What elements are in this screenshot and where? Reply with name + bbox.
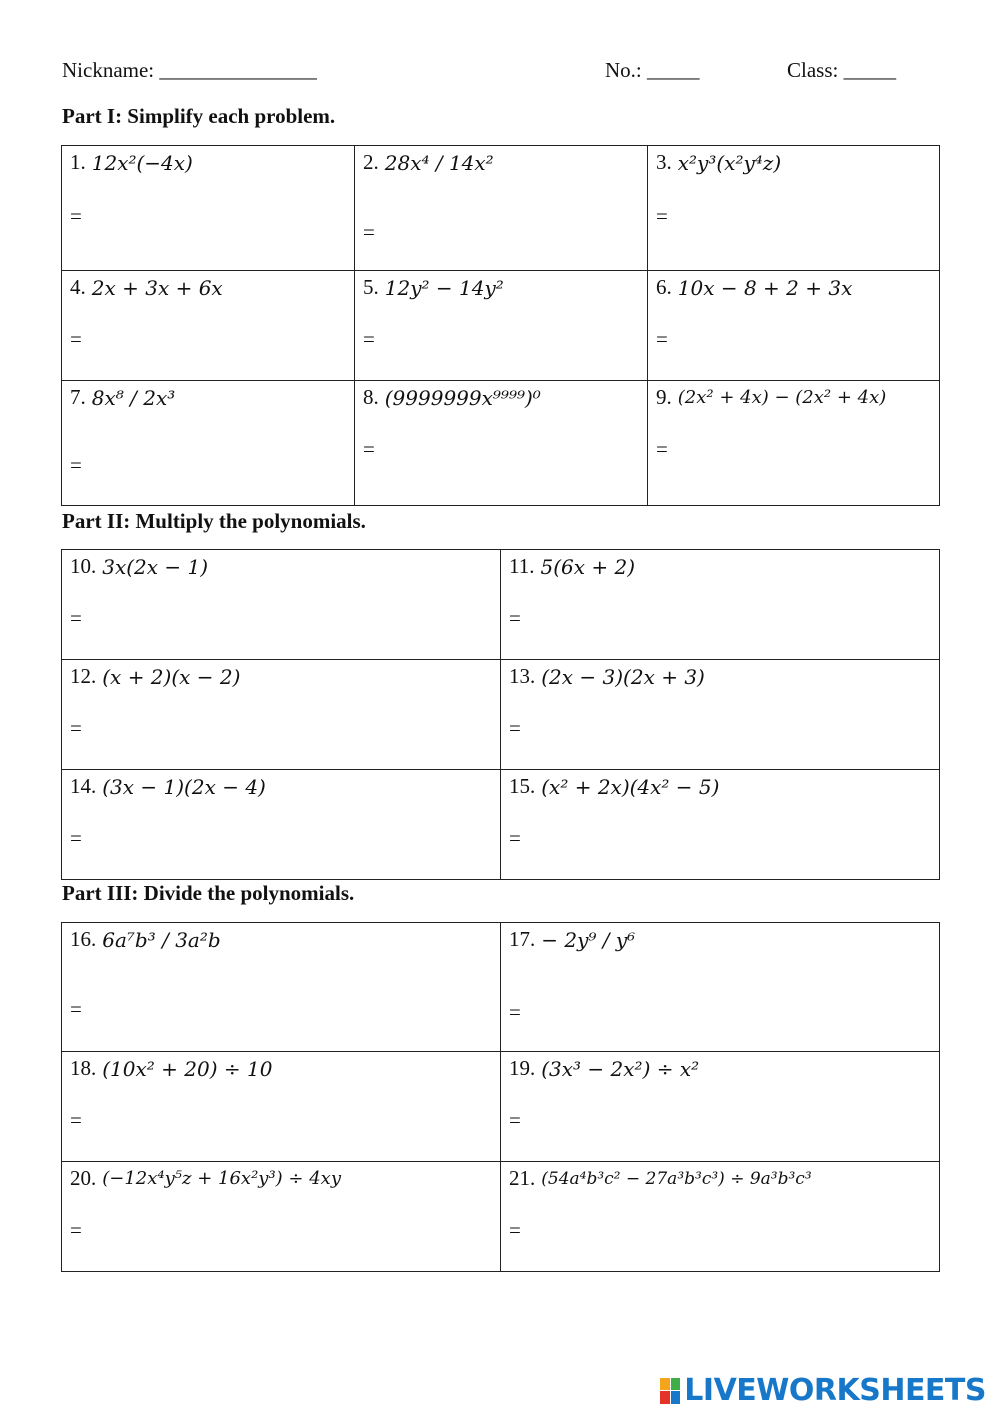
answer-blank[interactable]: = bbox=[509, 1218, 521, 1242]
problem-number: 2. bbox=[363, 150, 379, 174]
answer-blank[interactable]: = bbox=[509, 826, 521, 850]
problem-6-expression: 10x − 8 + 2 + 3x bbox=[677, 275, 853, 300]
problem-18-cell bbox=[62, 1052, 501, 1162]
problem-5-expression: 12y² − 14y² bbox=[384, 275, 504, 300]
answer-blank[interactable]: = bbox=[70, 1108, 82, 1132]
problem-number: 11. bbox=[509, 554, 535, 578]
problem-18-expression: (10x² + 20) ÷ 10 bbox=[102, 1056, 273, 1081]
part-2-title: Part II: Multiply the polynomials. bbox=[62, 509, 366, 533]
answer-blank[interactable]: = bbox=[70, 1218, 82, 1242]
answer-blank[interactable]: = bbox=[70, 453, 82, 477]
problem-1-cell bbox=[62, 146, 355, 271]
problem-20-expression: (−12x⁴y⁵z + 16x²y³) ÷ 4xy bbox=[102, 1168, 341, 1189]
class-field[interactable]: Class: _____ bbox=[787, 58, 897, 82]
problem-1-expression: 12x²(−4x) bbox=[91, 150, 193, 175]
problem-9-expression: (2x² + 4x) − (2x² + 4x) bbox=[677, 387, 887, 408]
problem-6-cell bbox=[648, 271, 940, 381]
problem-number: 5. bbox=[363, 275, 379, 299]
problem-4-cell bbox=[62, 271, 355, 381]
problem-4-expression: 2x + 3x + 6x bbox=[91, 275, 223, 300]
problem-16-cell bbox=[62, 923, 501, 1052]
problem-10-cell bbox=[62, 550, 501, 660]
student-number-field[interactable]: No.: _____ bbox=[605, 58, 700, 82]
answer-blank[interactable]: = bbox=[656, 204, 668, 228]
problem-15-cell bbox=[501, 770, 940, 880]
problem-number: 13. bbox=[509, 664, 536, 688]
problem-number: 7. bbox=[70, 385, 86, 409]
answer-blank[interactable]: = bbox=[509, 716, 521, 740]
problem-15-expression: (x² + 2x)(4x² − 5) bbox=[541, 774, 720, 799]
problem-number: 21. bbox=[509, 1166, 536, 1190]
problem-3-cell bbox=[648, 146, 940, 271]
problem-12-cell bbox=[62, 660, 501, 770]
problem-number: 6. bbox=[656, 275, 672, 299]
problem-number: 1. bbox=[70, 150, 86, 174]
problem-13-expression: (2x − 3)(2x + 3) bbox=[541, 664, 705, 689]
problem-13-cell bbox=[501, 660, 940, 770]
problem-17-expression: − 2y⁹ / y⁶ bbox=[541, 927, 636, 952]
problem-number: 3. bbox=[656, 150, 672, 174]
answer-blank[interactable]: = bbox=[656, 327, 668, 351]
answer-blank[interactable]: = bbox=[509, 1000, 521, 1024]
problem-number: 10. bbox=[70, 554, 97, 578]
problem-9-cell bbox=[648, 381, 940, 506]
problem-19-expression: (3x³ − 2x²) ÷ x² bbox=[541, 1056, 700, 1081]
problem-3-expression: x²y³(x²y⁴z) bbox=[677, 150, 782, 175]
problem-number: 14. bbox=[70, 774, 97, 798]
answer-blank[interactable]: = bbox=[363, 327, 375, 351]
answer-blank[interactable]: = bbox=[656, 437, 668, 461]
problem-21-cell bbox=[501, 1162, 940, 1272]
problem-number: 19. bbox=[509, 1056, 536, 1080]
problem-number: 18. bbox=[70, 1056, 97, 1080]
part-2-table bbox=[61, 549, 940, 880]
liveworksheets-logo-icon bbox=[660, 1378, 680, 1404]
problem-19-cell bbox=[501, 1052, 940, 1162]
problem-8-cell bbox=[355, 381, 648, 506]
part-3-table bbox=[61, 922, 940, 1272]
liveworksheets-logo bbox=[660, 1373, 986, 1408]
answer-blank[interactable]: = bbox=[70, 997, 82, 1021]
answer-blank[interactable]: = bbox=[70, 606, 82, 630]
problem-number: 15. bbox=[509, 774, 536, 798]
answer-blank[interactable]: = bbox=[70, 204, 82, 228]
liveworksheets-logo-text: LIVEWORKSHEETS bbox=[684, 1373, 986, 1408]
problem-11-cell bbox=[501, 550, 940, 660]
part-1-title: Part I: Simplify each problem. bbox=[62, 104, 336, 128]
problem-10-expression: 3x(2x − 1) bbox=[102, 554, 209, 579]
nickname-field[interactable]: Nickname: _______________ bbox=[62, 58, 317, 82]
problem-number: 9. bbox=[656, 385, 672, 409]
problem-2-cell bbox=[355, 146, 648, 271]
problem-number: 4. bbox=[70, 275, 86, 299]
answer-blank[interactable]: = bbox=[363, 220, 375, 244]
problem-8-expression: (9999999x⁹⁹⁹⁹)⁰ bbox=[384, 385, 541, 410]
answer-blank[interactable]: = bbox=[70, 327, 82, 351]
answer-blank[interactable]: = bbox=[509, 1108, 521, 1132]
problem-number: 20. bbox=[70, 1166, 97, 1190]
problem-number: 17. bbox=[509, 927, 536, 951]
problem-7-cell bbox=[62, 381, 355, 506]
problem-11-expression: 5(6x + 2) bbox=[540, 554, 636, 579]
answer-blank[interactable]: = bbox=[363, 437, 375, 461]
answer-blank[interactable]: = bbox=[70, 826, 82, 850]
problem-14-cell bbox=[62, 770, 501, 880]
answer-blank[interactable]: = bbox=[70, 716, 82, 740]
problem-16-expression: 6a⁷b³ / 3a²b bbox=[102, 927, 221, 952]
problem-7-expression: 8x⁸ / 2x³ bbox=[91, 385, 176, 410]
problem-12-expression: (x + 2)(x − 2) bbox=[102, 664, 241, 689]
problem-14-expression: (3x − 1)(2x − 4) bbox=[102, 774, 266, 799]
problem-17-cell bbox=[501, 923, 940, 1052]
part-3-title: Part III: Divide the polynomials. bbox=[62, 881, 355, 905]
problem-20-cell bbox=[62, 1162, 501, 1272]
problem-21-expression: (54a⁴b³c² − 27a³b³c³) ÷ 9a³b³c³ bbox=[541, 1168, 812, 1189]
problem-number: 12. bbox=[70, 664, 97, 688]
problem-2-expression: 28x⁴ / 14x² bbox=[384, 150, 494, 175]
problem-number: 8. bbox=[363, 385, 379, 409]
problem-number: 16. bbox=[70, 927, 97, 951]
problem-5-cell bbox=[355, 271, 648, 381]
part-1-table bbox=[61, 145, 940, 506]
answer-blank[interactable]: = bbox=[509, 606, 521, 630]
